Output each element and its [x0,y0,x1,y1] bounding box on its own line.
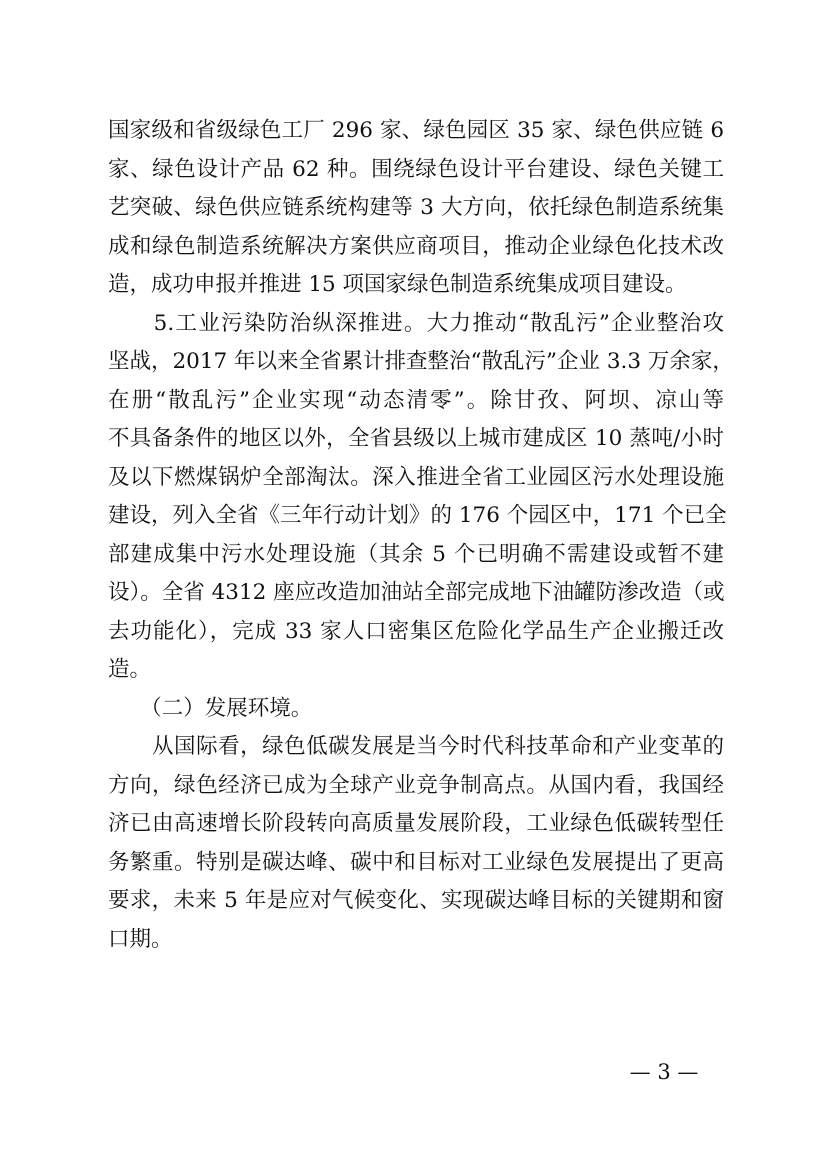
text-line: 在册“散乱污”企业实现“动态清零”。除甘孜、阿坝、凉山等 [108,387,724,413]
section-heading-development-environment [108,690,724,729]
text-line: 去功能化），完成 33 家人口密集区危险化学品生产企业搬迁改 [108,618,724,644]
text-line: 家、绿色设计产品 62 种。围绕绿色设计平台建设、绿色关键工 [108,156,724,182]
text-line: 造。 [108,657,152,682]
text-line: 国家级和省级绿色工厂 296 家、绿色园区 35 家、绿色供应链 6 [108,118,724,143]
text-line: 方向，绿色经济已成为全球产业竞争制高点。从国内看，我国经 [108,772,724,798]
text-line: 务繁重。特别是碳达峰、碳中和目标对工业绿色发展提出了更高 [108,849,724,875]
paragraph-development-environment [108,728,724,959]
text-line: 及以下燃煤锅炉全部淘汰。深入推进全省工业园区污水处理设施 [108,464,724,490]
text-line: 成和绿色制造系统解决方案供应商项目，推动企业绿色化技术改 [108,233,724,259]
text-line: 不具备条件的地区以外，全省县级以上城市建成区 10 蒸吨/小时 [108,426,724,451]
document-body [108,112,734,959]
text-line: 口期。 [108,926,173,952]
paragraph-green-manufacturing [108,112,724,305]
text-line: 艺突破、绿色供应链系统构建等 3 大方向，依托绿色制造系统集 [108,195,724,220]
text-line: 坚战，2017 年以来全省累计排查整治“散乱污”企业 3.3 万余家， [108,349,734,374]
paragraph-pollution-control [108,305,734,690]
page-number: — 3 — [629,1060,699,1084]
text-line: 造，成功申报并推进 15 项国家绿色制造系统集成项目建设。 [108,272,687,297]
section-heading: （二）发展环境。 [108,695,313,721]
text-line: 从国际看，绿色低碳发展是当今时代科技革命和产业变革的 [108,734,724,759]
text-line: 要求，未来 5 年是应对气候变化、实现碳达峰目标的关键期和窗 [108,888,724,913]
text-line: 设）。全省 4312 座应改造加油站全部完成地下油罐防渗改造（或 [108,580,725,605]
text-line: 5.工业污染防治纵深推进。大力推动“散乱污”企业整治攻 [108,310,724,336]
text-line: 部建成集中污水处理设施（其余 5 个已明确不需建设或暂不建 [108,541,724,567]
text-line: 济已由高速增长阶段转向高质量发展阶段，工业绿色低碳转型任 [108,811,724,836]
text-line: 建设，列入全省《三年行动计划》的 176 个园区中，171 个已全 [108,503,727,528]
